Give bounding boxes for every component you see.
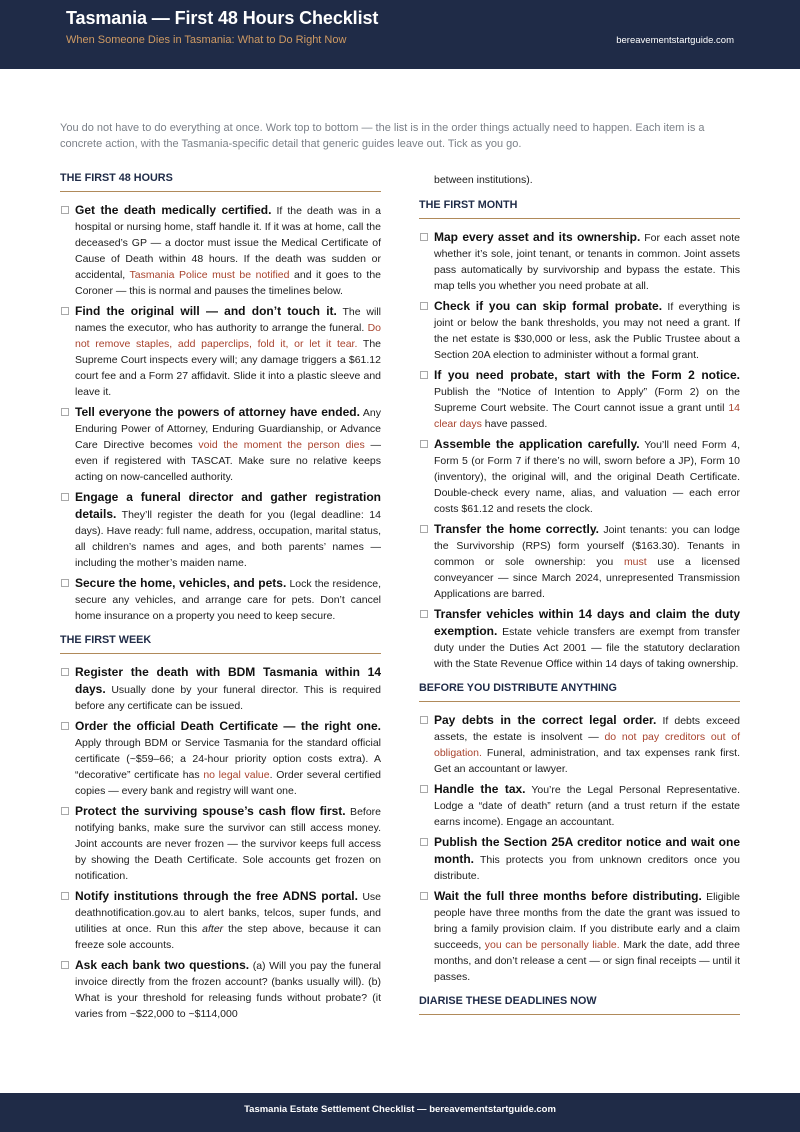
item-lead: Order the official Death Certificate — the right one. <box>75 719 381 733</box>
item-text: use a licensed conveyancer — since March 2024, unrepresented Transmission Applications are barred. <box>434 556 741 600</box>
item-text: If debts exceed assets, the estate is insolvent — <box>434 715 740 743</box>
page-title: Tasmania — First 48 Hours Checklist <box>66 8 379 28</box>
item-highlight: you can be personally liable. <box>484 939 620 951</box>
checklist-item <box>60 489 381 571</box>
item-text: Mark the date, add three months, and don’t release a cent — or sign final receipts — until it passes. <box>434 939 740 983</box>
checklist-before-distribute <box>419 712 740 985</box>
item-highlight: Tasmania Police must be notified <box>129 269 290 281</box>
page-header <box>0 0 800 69</box>
checklist-item <box>419 606 740 672</box>
checklist-item <box>60 404 381 485</box>
item-lead: Assemble the application carefully. <box>434 437 640 451</box>
checkbox[interactable] <box>61 668 69 676</box>
item-text: Joint tenants: you can lodge the Survivorship (RPS) form yourself ($163.30). Tenants in common or sole ownership: you <box>434 524 740 568</box>
checkbox[interactable] <box>61 206 69 214</box>
item-text: Use deathnotification.gov.au to alert banks, telcos, super funds, and utilities at once. Run this <box>75 891 381 935</box>
item-lead: Check if you can skip formal probate. <box>434 299 663 313</box>
item-text: You’re the Legal Personal Representative. Lodge a “date of death” return (and a trust return if the estate earns income). Engage an accountant. <box>434 784 740 828</box>
item-lead: Protect the surviving spouse’s cash flow first. <box>75 804 346 818</box>
checkbox[interactable] <box>420 233 428 241</box>
item-text: Eligible people have three months from the date the grant was issued to bring a family provision claim. If you distribute early and a claim succeeds, <box>434 891 740 951</box>
item-text: . Order several certified copies — every bank and registry will want one. <box>75 769 381 797</box>
checklist-item <box>60 957 381 1022</box>
checkbox[interactable] <box>420 525 428 533</box>
checkbox[interactable] <box>61 961 69 969</box>
intro-paragraph: You do not have to do everything at once. Work top to bottom — the list is in the order things actually need to happen. Each item is a concrete action, with the Tasmania-specific detail that generic guides leave out. Tick as you go. <box>60 122 705 150</box>
item-lead: Secure the home, vehicles, and pets. <box>75 576 287 590</box>
item-lead: Pay debts in the correct legal order. <box>434 713 657 727</box>
checkbox[interactable] <box>420 610 428 618</box>
item-text: and it goes to the Coroner — this is normal and pauses the timelines below. <box>75 269 382 297</box>
checklist-item <box>419 712 740 777</box>
checkbox[interactable] <box>420 302 428 310</box>
item-lead: Tell everyone the powers of attorney have ended. <box>75 405 360 419</box>
item-highlight: void the moment the person dies <box>198 439 365 451</box>
section-heading-first-month: THE FIRST MONTH <box>419 197 740 219</box>
checkbox[interactable] <box>61 807 69 815</box>
item-text: Before notifying banks, make sure the survivor can still access money. Joint accounts are never frozen — the survivor keeps full access by showing the Death Certificate. Sole accounts get frozen on notification. <box>75 806 381 882</box>
item-text: Estate vehicle transfers are exempt from transfer duty under the Duties Act 2001 — file the statutory declaration with the State Revenue Office within 14 days of taking ownership. <box>434 626 740 670</box>
checkbox[interactable] <box>420 440 428 448</box>
checkbox[interactable] <box>420 371 428 379</box>
checklist-item <box>419 521 740 602</box>
checklist-item <box>419 367 740 432</box>
item-text: This protects you from unknown creditors once you distribute. <box>434 854 740 882</box>
item-text: have passed. <box>481 418 548 430</box>
item-lead: Publish the Section 25A creditor notice and wait one month. <box>434 835 740 866</box>
item-lead: Wait the full three months before distributing. <box>434 889 702 903</box>
section-heading-before-distribute: BEFORE YOU DISTRIBUTE ANYTHING <box>419 680 740 702</box>
checkbox[interactable] <box>420 892 428 900</box>
item-lead: Notify institutions through the free ADNS portal. <box>75 889 358 903</box>
checkbox[interactable] <box>61 408 69 416</box>
checklist-item <box>60 888 381 953</box>
checklist-item <box>419 229 740 294</box>
item-text: — even if registered with TASCAT. Make sure no relative keeps acting on now-cancelled authority. <box>75 439 381 483</box>
item-lead: Map every asset and its ownership. <box>434 230 641 244</box>
item-emphasis: after <box>202 923 224 935</box>
item-lead: Engage a funeral director and gather registration details. <box>75 490 381 521</box>
item-text: For each asset note whether it’s sole, joint tenant, or tenants in common. Joint assets pass automatically by survivorship and bypass the estate. This map tells you whether you need probate at all. <box>434 232 740 292</box>
item-text: the step above, because it can freeze sole accounts. <box>75 923 381 951</box>
item-lead: Find the original will — and don’t touch it. <box>75 304 337 318</box>
checklist-item <box>60 718 381 799</box>
checklist-item <box>60 803 381 884</box>
checkbox[interactable] <box>420 785 428 793</box>
left-column <box>60 170 381 1026</box>
item-lead: Ask each bank two questions. <box>75 958 250 972</box>
item-highlight: do not pay creditors out of obligation. <box>434 731 740 759</box>
item-lead: Transfer the home correctly. <box>434 522 599 536</box>
checklist-item <box>60 664 381 714</box>
item-highlight: 14 clear days <box>434 402 740 430</box>
item-text: They’ll register the death for you (legal deadline: 14 days). Have ready: full name, address, occupation, marital status, all children’s names and ages, and both parents’ names — including the mother’s maiden name. <box>75 509 381 569</box>
item-text: You’ll need Form 4, Form 5 (or Form 7 if there’s no will, sworn before a JP), Form 10 (inventory), the original will, and the original Death Certificate. Double-check every name, alias, and valuation — each error costs $61.12 and resets the clock. <box>434 439 740 515</box>
checklist-item <box>60 303 381 400</box>
checklist-first-48-hours <box>60 202 381 624</box>
checkbox[interactable] <box>61 307 69 315</box>
item-highlight: Do not remove staples, add paperclips, fold it, or let it tear. <box>75 322 381 350</box>
item-lead: If you need probate, start with the Form 2 notice. <box>434 368 740 382</box>
item-text: (a) Will you pay the funeral invoice directly from the frozen account? (banks usually will). (b) What is your threshold for releasing funds without probate? (it varies from ~$22,000 to ~$114,000 <box>75 960 382 1020</box>
checkbox[interactable] <box>61 892 69 900</box>
item-text: If the death was in a hospital or nursing home, staff handle it. If it was at home, call the deceased’s GP — a doctor must issue the Medical Certificate of Cause of Death within 48 hours. If the death was sudden or accidental, <box>75 205 381 281</box>
site-url: bereavementstartguide.com <box>616 35 734 46</box>
item-lead: Get the death medically certified. <box>75 203 272 217</box>
item-text: Apply through BDM or Service Tasmania for the standard official certificate (~$59–66; a 24-hour priority option costs extra). A “decorative” certificate has <box>75 737 381 781</box>
page-subtitle: When Someone Dies in Tasmania: What to Do Right Now <box>66 34 347 46</box>
checkbox[interactable] <box>420 838 428 846</box>
section-heading-first-48-hours: THE FIRST 48 HOURS <box>60 170 381 192</box>
checklist-item <box>60 575 381 624</box>
section-heading-first-week: THE FIRST WEEK <box>60 632 381 654</box>
checklist-item <box>60 202 381 299</box>
item-highlight: must <box>623 556 647 568</box>
item-text: The Supreme Court inspects every will; any damage triggers a $61.12 court fee and a Form 27 affidavit. Slide it into a plastic sleeve and leave it. <box>75 338 382 398</box>
checklist-item <box>419 888 740 985</box>
item-continuation: between institutions). <box>434 174 533 186</box>
item-lead: Transfer vehicles within 14 days and claim the duty exemption. <box>434 607 740 638</box>
item-text: Funeral, administration, and tax expenses rank first. Get an accountant or lawyer. <box>434 747 740 775</box>
page-footer: Tasmania Estate Settlement Checklist — bereavementstartguide.com <box>0 1093 800 1132</box>
item-lead: Handle the tax. <box>434 782 526 796</box>
checkbox[interactable] <box>420 716 428 724</box>
checklist-item <box>419 834 740 884</box>
checkbox[interactable] <box>61 722 69 730</box>
item-text: If everything is joint or below the bank thresholds, you may not need a grant. If the net estate is $30,000 or less, ask the Public Trustee about a Section 20A election to administer without a formal grant. <box>434 301 740 361</box>
item-text: Usually done by your funeral director. This is required before any certificate can be issued. <box>75 684 381 712</box>
checklist-item <box>419 436 740 517</box>
item-text: Publish the “Notice of Intention to Apply” (Form 2) on the Supreme Court website. The Court cannot issue a grant until <box>434 386 740 414</box>
checkbox[interactable] <box>61 579 69 587</box>
item-text: The will names the executor, who has authority to arrange the funeral. <box>75 306 381 334</box>
section-heading-deadlines: DIARISE THESE DEADLINES NOW <box>419 993 740 1015</box>
checklist-item <box>419 781 740 830</box>
right-column <box>419 170 740 1025</box>
checklist-item <box>419 298 740 363</box>
item-text: Lock the residence, secure any vehicles, and arrange care for pets. Don’t cancel home insurance on a property you need to keep secure. <box>75 578 381 622</box>
item-lead: Register the death with BDM Tasmania within 14 days. <box>75 665 381 696</box>
item-text: Any Enduring Power of Attorney, Enduring Guardianship, or Advance Care Directive becomes <box>75 407 381 451</box>
checklist-first-week <box>60 664 381 1022</box>
checkbox[interactable] <box>61 493 69 501</box>
item-highlight: no legal value <box>203 769 270 781</box>
checklist-first-month <box>419 229 740 672</box>
